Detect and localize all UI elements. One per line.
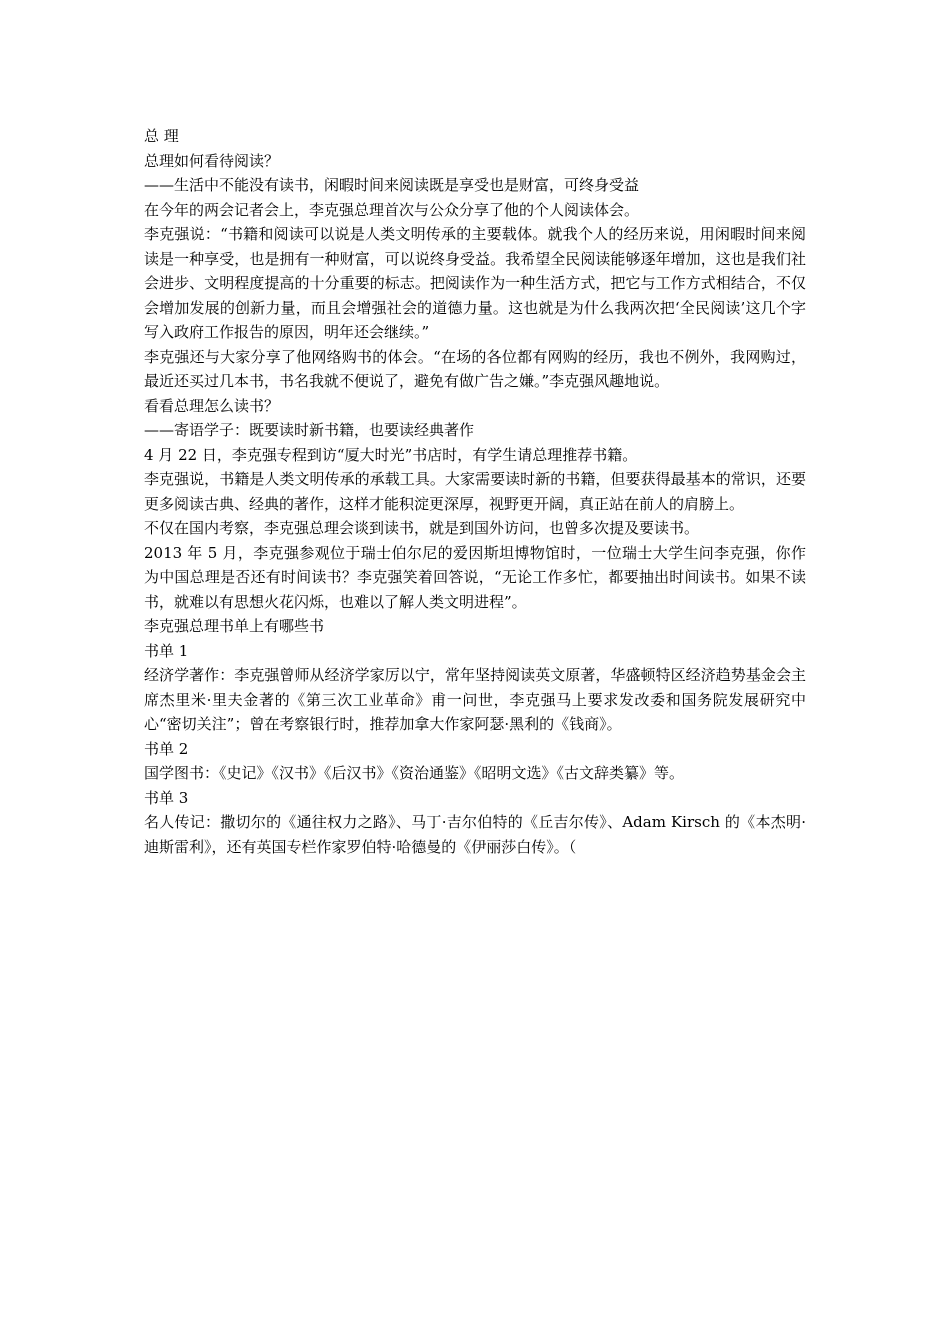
document-page xyxy=(144,124,806,859)
paragraph-5: 李克强说，书籍是人类文明传承的承载工具。大家需要读时新的书籍，但要获得最基本的常识，还要更多阅读古典、经典的著作，这样才能积淀更深厚，视野更开阔，真正站在前人的肩膀上。 xyxy=(144,470,806,513)
section-question-1: 总理如何看待阅读？ xyxy=(144,151,280,170)
booklist-3-title: 书单 3 xyxy=(144,788,189,807)
paragraph-7: 2013 年 5 月，李克强参观位于瑞士伯尔尼的爱因斯坦博物馆时，一位瑞士大学生问李克强，你作为中国总理是否还有时间读书？李克强笑着回答说，“无论工作多忙，都要抽出时间读书。如果不读书，就难以有思想火花闪烁，也难以了解人类文明进程”。 xyxy=(144,543,806,611)
doc-heading: 总 理 xyxy=(144,127,179,145)
paragraph-4: 4 月 22 日，李克强专程到访“厦大时光”书店时，有学生请总理推荐书籍。 xyxy=(144,445,638,464)
booklist-2-body: 国学图书：《史记》《汉书》《后汉书》《资治通鉴》《昭明文选》《古文辞类纂》等。 xyxy=(144,764,685,782)
paragraph-2: 李克强说：“书籍和阅读可以说是人类文明传承的主要载体。就我个人的经历来说，用闲暇时间来阅读是一种享受，也是拥有一种财富，可以说终身受益。我希望全民阅读能够逐年增加，这也是我们社会进步、文明程度提高的十分重要的标志。把阅读作为一种生活方式，把它与工作方式相结合，不仅会增加发展的创新力量，而且会增强社会的道德力量。这也就是为什么我两次把‘全民阅读’这几个字写入政府工作报告的原因，明年还会继续。” xyxy=(144,225,806,341)
booklist-1-title: 书单 1 xyxy=(144,641,189,660)
paragraph-3: 李克强还与大家分享了他网络购书的体会。“在场的各位都有网购的经历，我也不例外，我网购过，最近还买过几本书，书名我就不便说了，避免有做广告之嫌。”李克强风趣地说。 xyxy=(144,347,806,390)
booklist-3-body: 名人传记：撒切尔的《通往权力之路》、马丁·吉尔伯特的《丘吉尔传》、Adam Kirsch 的《本杰明·迪斯雷利》，还有英国专栏作家罗伯特·哈德曼的《伊丽莎白传》。（ xyxy=(144,813,806,856)
section-question-2: 看看总理怎么读书？ xyxy=(144,396,280,415)
booklist-1-body: 经济学著作：李克强曾师从经济学家厉以宁，常年坚持阅读英文原著，华盛顿特区经济趋势基金会主席杰里米·里夫金著的《第三次工业革命》甫一问世，李克强马上要求发改委和国务院发展研究中心“密切关注”；曾在考察银行时，推荐加拿大作家阿瑟·黑利的《钱商》。 xyxy=(144,666,806,733)
section-question-3: 李克强总理书单上有哪些书 xyxy=(144,617,325,635)
paragraph-1: 在今年的两会记者会上，李克强总理首次与公众分享了他的个人阅读体会。 xyxy=(144,200,640,219)
paragraph-6: 不仅在国内考察，李克强总理会谈到读书，就是到国外访问，也曾多次提及要读书。 xyxy=(144,519,700,537)
section-subtitle-2: ——寄语学子：既要读时新书籍，也要读经典著作 xyxy=(144,421,475,439)
booklist-2-title: 书单 2 xyxy=(144,739,189,758)
section-subtitle-1: ——生活中不能没有读书，闲暇时间来阅读既是享受也是财富，可终身受益 xyxy=(144,176,640,194)
